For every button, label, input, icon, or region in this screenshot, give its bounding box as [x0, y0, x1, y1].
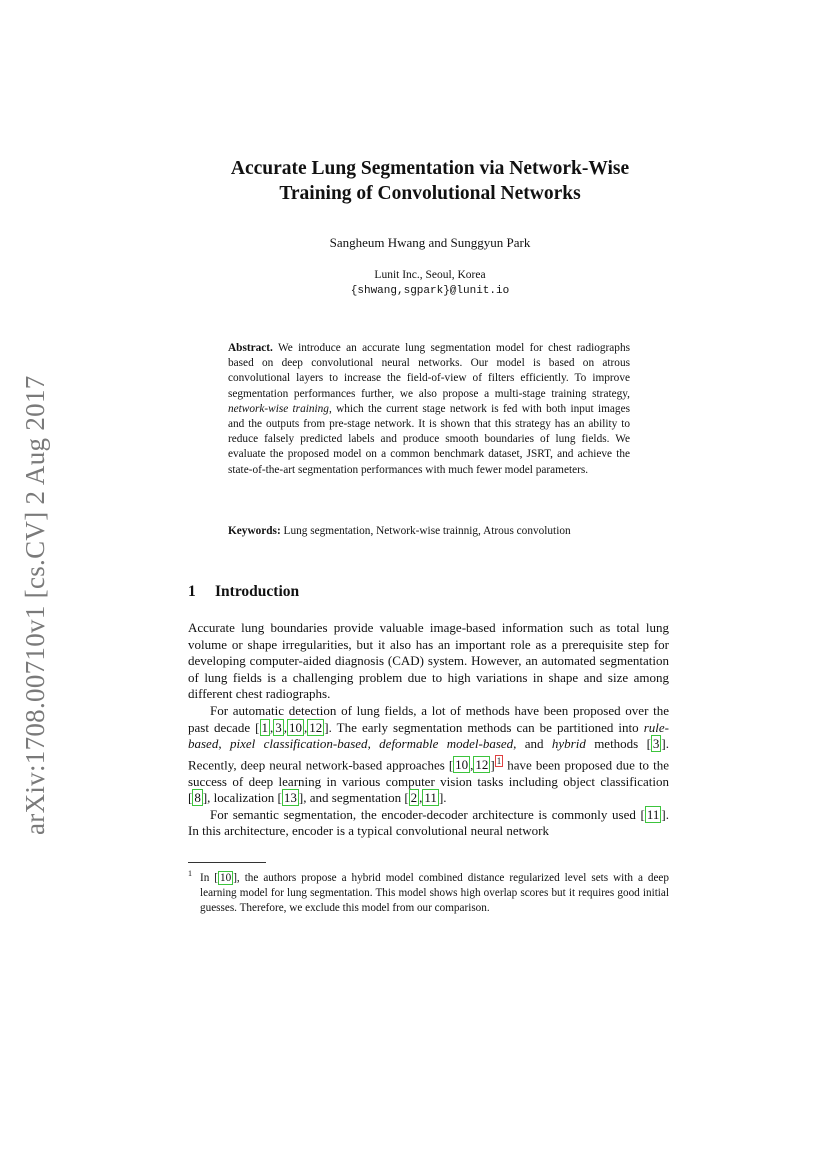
abstract-text-1: We introduce an accurate lung segmentation model for chest radiographs based on deep convolutional neural networks. Our model is based on atrous convolutional layers to increase the field-of-view of filters efficiently. To improve segmentation performances further, we also propose a multi-stage training strategy, — [228, 342, 631, 400]
text-run: ] — [490, 757, 495, 773]
affiliation-block — [200, 267, 660, 299]
abstract-text-2: , which the current stage network is fed with both input images and the outputs from pre-stage network. It is shown that this strategy has an ability to reduce falsely predicted labels and produce smooth boundaries of lung fields. We evaluate the proposed model on a common benchmark dataset, JSRT, and achieve the state-of-the-art segmentation performances with much fewer model parameters. — [228, 402, 630, 476]
text-run: , — [470, 757, 474, 773]
citation-link[interactable]: 3 — [275, 719, 282, 735]
citation-link[interactable]: 8 — [194, 790, 201, 806]
text-run: For semantic segmentation, the encoder-decoder architecture is commonly used [ — [210, 806, 645, 822]
section-number: 1 — [188, 583, 196, 600]
citation-link[interactable]: 11 — [424, 790, 437, 806]
text-run: , — [283, 719, 288, 735]
text-run: ]. — [438, 790, 447, 806]
citation-link[interactable]: 10 — [289, 719, 303, 735]
text-run: , — [419, 790, 423, 806]
abstract-emphasis: network-wise training — [228, 402, 329, 415]
footnote — [188, 866, 669, 916]
emphasis: pixel classification-based — [229, 736, 368, 752]
keywords-text: Lung segmentation, Network-wise trainnig, Atrous convolution — [283, 525, 571, 537]
footnote-rule — [188, 862, 266, 863]
text-run: ]. The early segmentation methods can be partitioned into — [324, 719, 644, 735]
arxiv-identifier[interactable]: arXiv:1708.00710v1 [cs.CV] 2 Aug 2017 — [20, 375, 50, 835]
text-run: , — [270, 719, 274, 735]
text-run: ]. Recently, deep neural network-based approaches [ — [188, 736, 670, 773]
paragraph-2 — [188, 703, 669, 807]
citation-link[interactable]: 12 — [475, 757, 489, 773]
text-run: ]. In this architecture, encoder is a typical convolutional neural network — [188, 806, 669, 839]
author-email[interactable]: {shwang,sgpark}@lunit.io — [350, 285, 510, 297]
text-run: methods [ — [585, 736, 651, 752]
emphasis: rule-based — [188, 719, 669, 752]
emphasis: hybrid — [551, 736, 586, 752]
citation-link[interactable]: 10 — [455, 757, 469, 773]
footnote-number: 1 — [188, 869, 192, 878]
text-run: , — [367, 736, 380, 752]
text-run: ], the authors propose a hybrid model combined distance regularized level sets with a deep learning model for lung segmentation. This model shows high overlap scores but it requires good initial guesses. Therefore, we exclude this model from our comparison. — [200, 871, 669, 914]
body-text — [188, 620, 669, 840]
citation-link[interactable]: 2 — [410, 790, 418, 806]
title-line-2: Training of Convolutional Networks — [279, 183, 581, 204]
keywords — [228, 524, 630, 539]
section-heading — [188, 583, 299, 601]
keywords-label: Keywords: — [228, 525, 281, 537]
text-run: For automatic detection of lung fields, a lot of methods have been proposed over the past decade [ — [188, 702, 669, 735]
text-run: , — [218, 736, 230, 752]
citation-link[interactable]: 3 — [652, 736, 660, 752]
citation-link[interactable]: 10 — [220, 871, 232, 884]
authors: Sangheum Hwang and Sunggyun Park — [329, 235, 531, 250]
citation-link[interactable]: 13 — [283, 790, 297, 806]
footnote-body — [200, 871, 669, 916]
emphasis: deformable model-based — [379, 736, 514, 752]
citation-link[interactable]: 1 — [261, 719, 269, 735]
text-run: ], and segmentation [ — [298, 790, 409, 806]
title-line-1: Accurate Lung Segmentation via Network-Wise — [230, 158, 630, 179]
paragraph-1: Accurate lung boundaries provide valuable image-based information such as total lung volume or shape irregularities, but it also has an important role as a prerequisite step for developing computer-aided diagnosis (CAD) system. However, an automated segmentation of lung fields is a challenging problem due to high variations in shape and size among different chest radiographs. — [188, 620, 669, 702]
paragraph-3 — [188, 807, 669, 840]
citation-link[interactable]: 12 — [309, 719, 323, 735]
text-run: , — [304, 719, 308, 735]
text-run: ], localization [ — [202, 790, 282, 806]
abstract — [228, 341, 630, 478]
footnote-marker-link[interactable]: 1 — [496, 755, 502, 766]
text-run: In [ — [200, 871, 219, 884]
citation-link[interactable]: 11 — [646, 806, 660, 822]
abstract-label: Abstract. — [228, 342, 273, 354]
text-run: , and — [513, 736, 552, 752]
affiliation: Lunit Inc., Seoul, Korea — [374, 269, 486, 281]
paper-title — [150, 156, 710, 206]
section-title: Introduction — [215, 583, 300, 600]
text-run: have been proposed due to the success of deep learning in various computer vision tasks including object classification [ — [188, 757, 669, 806]
